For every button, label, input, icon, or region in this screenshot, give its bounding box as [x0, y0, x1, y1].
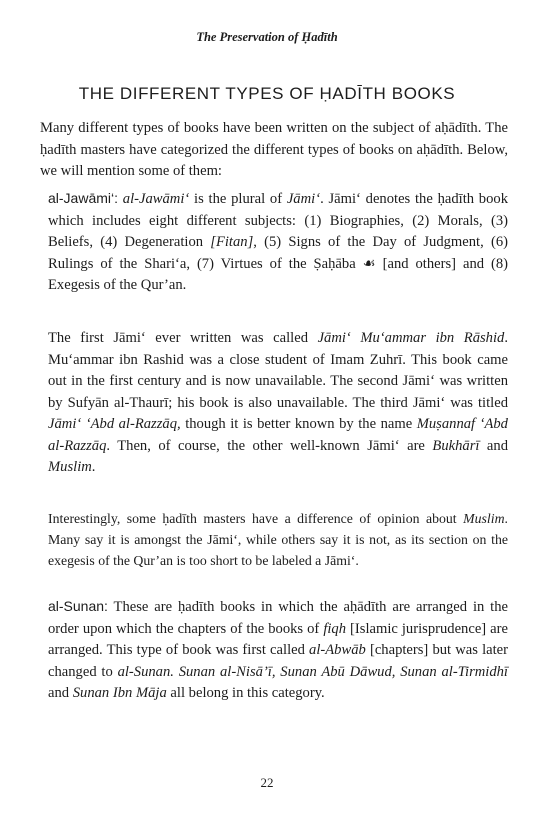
first-jami-paragraph	[48, 328, 508, 479]
italic-text: Muslim	[48, 459, 92, 475]
italic-text: Jāmi‘	[286, 191, 321, 207]
paragraph-text: though it is better known by the name	[180, 416, 417, 432]
paragraph-text: , (5) Signs of the Day of Judgment, (6) Rulings of the Shari‘a, (7) Virtues of the Ṣaḥāba ☙ [and others] and (8) Exegesis of the Qur’an.	[48, 234, 509, 293]
sunan-paragraph	[48, 596, 508, 705]
paragraph-text: and	[48, 685, 73, 701]
page-number: 22	[260, 775, 274, 790]
paragraph-text: . Then, of course, the other well-known Jāmi‘ are	[106, 437, 433, 454]
italic-text: fiqh	[323, 620, 347, 637]
paragraph-text: These are ḥadīth books in which the aḥādīth are arranged in the order upon which the chapters of the books of	[48, 599, 508, 637]
paragraph-text: all belong in this category.	[166, 685, 325, 701]
italic-text: [Fitan]	[210, 234, 254, 250]
paragraph-text: and	[479, 437, 508, 454]
italic-text: Jāmi‘ ‘Abd al-Razzāq,	[48, 416, 181, 432]
term-jawami: al-Jawāmi‘:	[48, 190, 119, 206]
paragraph-text: [Islamic jurisprudence] are arranged. This type of book was first called	[48, 620, 508, 658]
italic-text: al-Abwāb	[309, 642, 366, 658]
italic-text: al-Sunan. Sunan al-Nisā’ī, Sunan Abū Dāwud, Sunan al-Tirmidhī	[117, 663, 508, 680]
running-head: The Preservation of Ḥadīth	[196, 30, 338, 44]
paragraph-text: is the plural of	[189, 191, 287, 207]
italic-text: Sunan Ibn Māja	[72, 685, 167, 701]
paragraph-text: Interestingly, some ḥadīth masters have a difference of opinion about	[48, 511, 464, 526]
muslim-paragraph	[48, 508, 508, 571]
term-sunan: al-Sunan:	[48, 598, 108, 614]
italic-text: al-Jawāmi‘	[122, 191, 190, 207]
chapter-title: THE DIFFERENT TYPES OF ḤADĪTH BOOKS	[78, 84, 456, 103]
paragraph-text: .	[91, 459, 96, 475]
italic-text: Jāmi‘ Mu‘ammar ibn Rāshid	[317, 330, 505, 346]
intro-paragraph: Many different types of books have been written on the subject of aḥādīth. The ḥadīth masters have categorized the different types of books on aḥādīth. Below, we will mention some of them:	[40, 120, 508, 179]
paragraph-text: . Many say it is amongst the Jāmi‘, while others say it is not, as its section on the exegesis of the Qur’an is too short to be labeled a Jāmi‘.	[48, 511, 508, 568]
italic-text: Bukhārī	[432, 437, 480, 454]
jawami-paragraph	[48, 188, 508, 297]
paragraph-text: [chapters] but was later changed to	[48, 642, 508, 680]
paragraph-text: The first Jāmi‘ ever written was called	[48, 330, 318, 346]
italic-text: Muṣannaf ‘Abd al-Razzāq	[48, 416, 508, 454]
paragraph-text: . Jāmi‘ denotes the ḥadīth book which includes eight different subjects: (1) Biographies, (2) Morals, (3) Beliefs, (4) Degeneration	[48, 191, 508, 250]
paragraph-text: . Mu‘ammar ibn Rashid was a close student of Imam Zuhrī. This book came out in the first century and is now unavailable. The second Jāmi‘ was written by Sufyān al-Thaurī; his book is also unavailable. The third Jāmi‘ was titled	[48, 330, 508, 411]
italic-text: Muslim	[463, 511, 505, 526]
